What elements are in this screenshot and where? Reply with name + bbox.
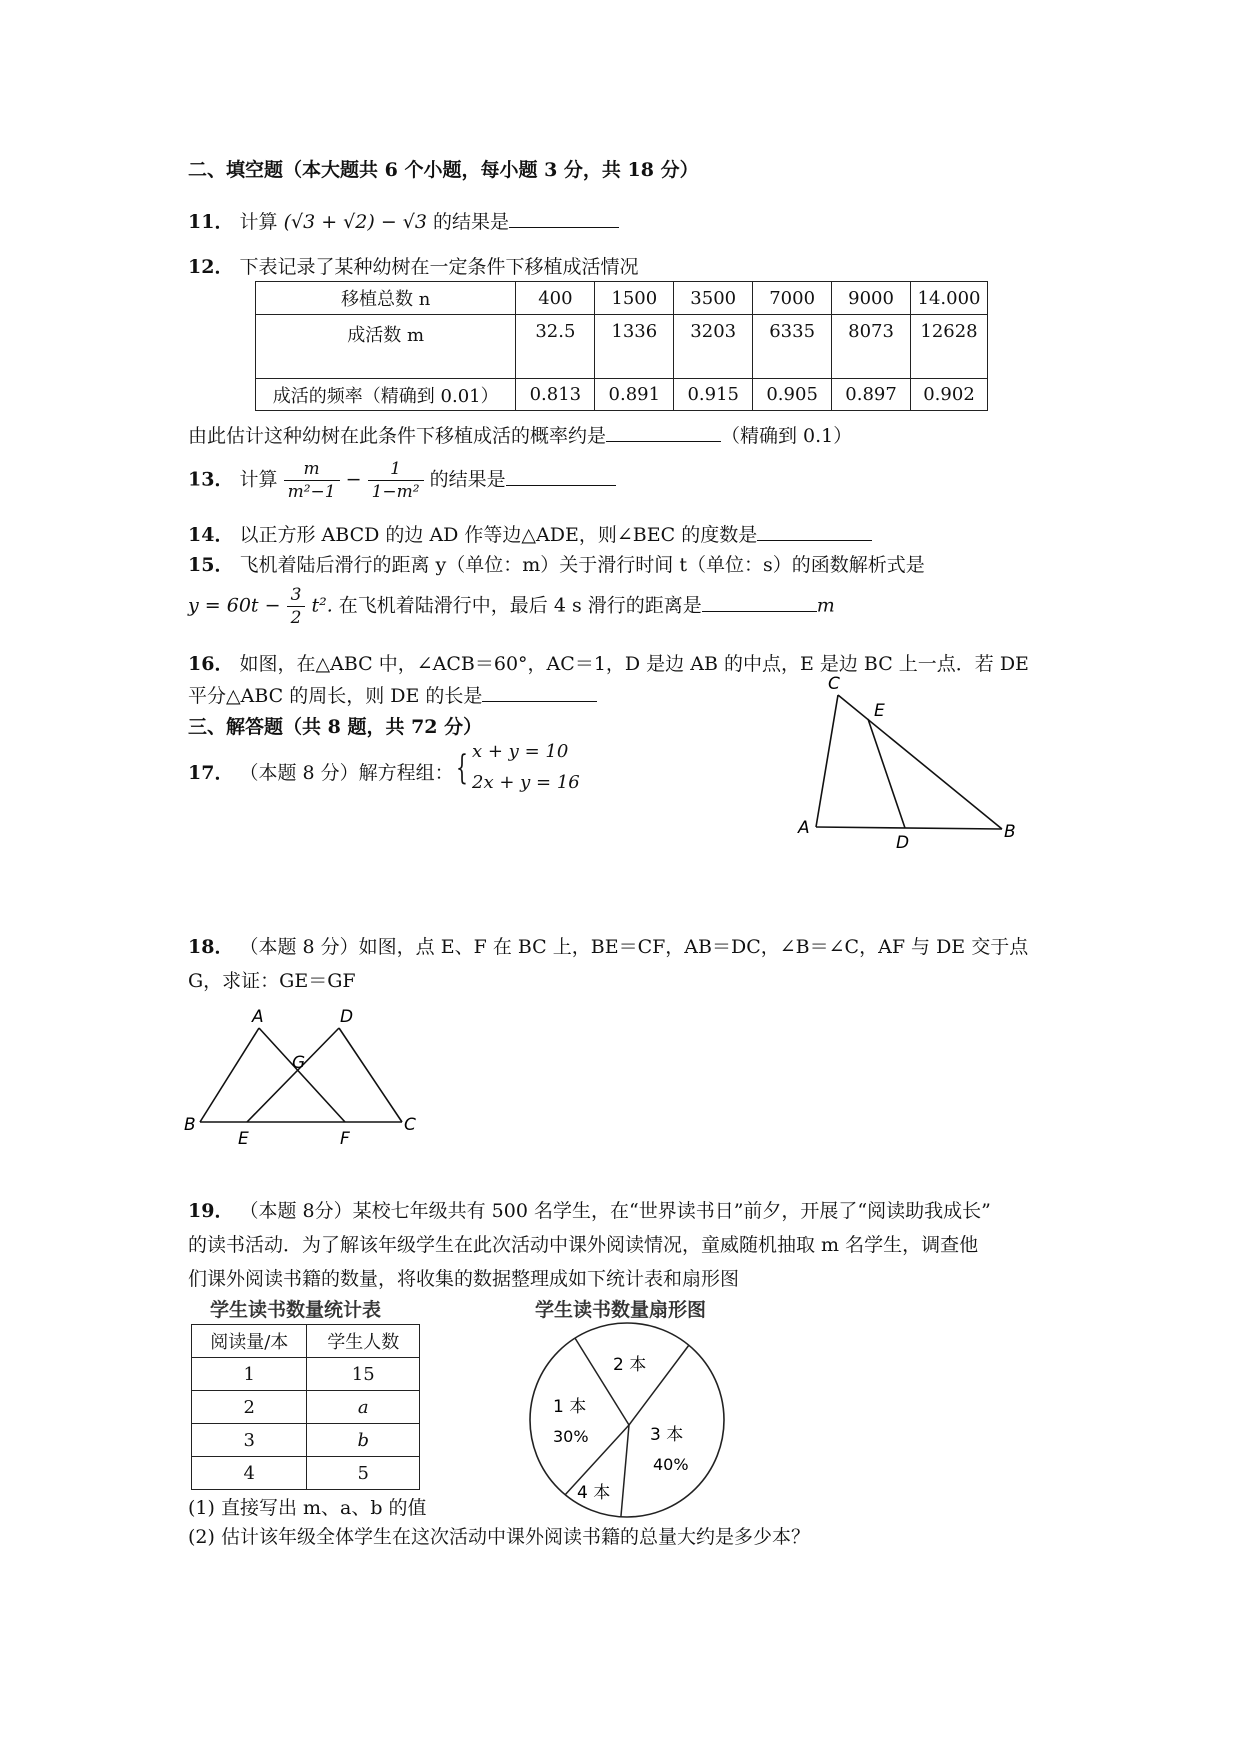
table-cell: 1500 <box>595 282 674 315</box>
answer-blank[interactable] <box>482 683 597 702</box>
segment-ab <box>816 827 1002 829</box>
table-cell: a <box>307 1391 420 1424</box>
pie-title: 学生读书数量扇形图 <box>535 1299 707 1321</box>
q18-line-1: （本题 8 分）如图，点 E、F 在 BC 上，BE＝CF，AB＝DC，∠B＝∠C，AF 与 DE 交于点 <box>239 936 1029 958</box>
table-cell: 0.891 <box>595 379 674 411</box>
numerator: m <box>284 458 340 481</box>
table-row <box>192 1358 420 1391</box>
question-number: 12 <box>188 256 215 278</box>
q12-conclusion <box>188 421 852 448</box>
table-cell: 3203 <box>674 315 753 379</box>
system-brace: { <box>456 748 468 788</box>
table-row <box>192 1457 420 1490</box>
table-row <box>256 282 988 315</box>
denominator: 1−m² <box>371 482 420 502</box>
label-b: B <box>1004 822 1016 842</box>
row-label: 成活数 m <box>256 315 516 379</box>
table-cell: 6335 <box>753 315 832 379</box>
table-cell: 12628 <box>911 315 988 379</box>
question-15: 15． 飞机着陆后滑行的距离 y（单位：m）关于滑行时间 t（单位：s）的函数解析式是 <box>188 554 925 576</box>
answer-blank[interactable] <box>509 209 619 228</box>
answer-blank[interactable] <box>757 522 872 541</box>
table-row <box>256 379 988 411</box>
label-d: D <box>896 833 910 853</box>
question-number: 14 <box>188 524 215 546</box>
equation-1: x + y = 10 <box>472 741 569 762</box>
slice-label-2: 2 本 <box>613 1355 647 1375</box>
q19-subquestion-2: (2) 估计该年级全体学生在这次活动中课外阅读书籍的总量大约是多少本？ <box>188 1526 810 1548</box>
segment-ed <box>247 1028 339 1122</box>
q19-subquestion-1: (1) 直接写出 m、a、b 的值 <box>188 1497 427 1519</box>
table-cell: 5 <box>307 1457 420 1490</box>
question-number: 17 <box>188 762 215 784</box>
table-cell: 1 <box>192 1358 307 1391</box>
table-cell: 0.902 <box>911 379 988 411</box>
two-triangles-figure <box>180 1000 430 1150</box>
fraction <box>284 458 340 503</box>
question-number: 19 <box>188 1200 215 1222</box>
table-row <box>192 1424 420 1457</box>
table-cell: 3500 <box>674 282 753 315</box>
label-c: C <box>404 1115 416 1135</box>
column-header: 学生人数 <box>307 1325 420 1358</box>
table-cell: 4 <box>192 1457 307 1490</box>
label-d: D <box>340 1007 354 1027</box>
q12-precision-note: （精确到 0.1） <box>721 425 853 447</box>
table-title: 学生读书数量统计表 <box>210 1299 382 1321</box>
slice-label-3: 3 本 <box>650 1425 684 1445</box>
section-3-header: 三、解答题（共 8 题，共 72 分） <box>188 716 483 738</box>
label-f: F <box>340 1129 350 1149</box>
question-12: 12． 下表记录了某种幼树在一定条件下移植成活情况 <box>188 256 639 278</box>
section-2-header: 二、填空题（本大题共 6 个小题，每小题 3 分，共 18 分） <box>188 159 699 181</box>
table-cell: 8073 <box>832 315 911 379</box>
question-17: 17． （本题 8 分）解方程组： <box>188 762 454 784</box>
slice-percent-1: 30% <box>553 1427 589 1446</box>
table-row <box>192 1391 420 1424</box>
question-16: 16． 如图，在△ABC 中，∠ACB＝60°，AC＝1，D 是边 AB 的中点，E 是边 BC 上一点．若 DE <box>188 653 1029 675</box>
q14-text: 以正方形 ABCD 的边 AD 作等边△ADE，则∠BEC 的度数是 <box>239 524 758 546</box>
denominator: 2 <box>290 608 302 628</box>
slice-label-1: 1 本 <box>553 1397 587 1417</box>
pie-slice-divider <box>621 1425 629 1517</box>
q16-line-2: 平分△ABC 的周长，则 DE 的长是 <box>188 685 483 707</box>
unit: m <box>816 594 835 617</box>
table-cell: 15 <box>307 1358 420 1391</box>
table-cell: 1336 <box>595 315 674 379</box>
formula-prefix: y = 60t − <box>188 594 281 617</box>
table-cell: 2 <box>192 1391 307 1424</box>
reading-pie-chart <box>525 1320 735 1520</box>
pie-outline <box>530 1323 724 1517</box>
table-cell: 32.5 <box>516 315 595 379</box>
answer-blank[interactable] <box>606 423 721 442</box>
q11-suffix: 的结果是 <box>433 211 510 233</box>
table-cell: 0.915 <box>674 379 753 411</box>
table-cell: 7000 <box>753 282 832 315</box>
q19-line-3: 们课外阅读书籍的数量，将收集的数据整理成如下统计表和扇形图 <box>188 1268 740 1290</box>
formula-suffix: t². <box>311 594 333 617</box>
q17-text: （本题 8 分）解方程组： <box>239 762 454 784</box>
q18-line-2: G，求证：GE＝GF <box>188 970 356 992</box>
table-row <box>256 315 988 379</box>
answer-blank[interactable] <box>506 467 616 486</box>
transplant-table <box>255 281 988 411</box>
minus-sign: − <box>345 468 362 491</box>
q15-text: 飞机着陆后滑行的距离 y（单位：m）关于滑行时间 t（单位：s）的函数解析式是 <box>239 554 925 576</box>
q11-expression: (√3 + √2) − √3 <box>283 211 427 233</box>
q15-continuation: 在飞机着陆滑行中，最后 4 s 滑行的距离是 <box>338 594 702 617</box>
q11-prefix: 计算 <box>239 211 278 233</box>
question-18: 18． （本题 8 分）如图，点 E、F 在 BC 上，BE＝CF，AB＝DC，∠B＝∠C，AF 与 DE 交于点 <box>188 936 1029 958</box>
label-b: B <box>184 1115 196 1135</box>
label-a: A <box>798 818 810 838</box>
table-cell: 14.000 <box>911 282 988 315</box>
table-cell: b <box>307 1424 420 1457</box>
question-number: 11 <box>188 211 215 233</box>
question-number: 13 <box>188 468 215 491</box>
numerator: 1 <box>368 458 424 481</box>
q13-suffix: 的结果是 <box>429 468 506 491</box>
label-e: E <box>238 1129 249 1149</box>
question-number: 18 <box>188 936 215 958</box>
question-19: 19． （本题 8分）某校七年级共有 500 名学生，在“世界读书日”前夕，开展了“阅读助我成长” <box>188 1200 991 1222</box>
q12-conclusion-text: 由此估计这种幼树在此条件下移植成活的概率约是 <box>188 425 607 447</box>
q12-text: 下表记录了某种幼树在一定条件下移植成活情况 <box>239 256 639 278</box>
row-label: 成活的频率（精确到 0.01） <box>256 379 516 411</box>
label-a: A <box>252 1007 264 1027</box>
table-cell: 3 <box>192 1424 307 1457</box>
question-11: 11． 计算 (√3 + √2) − √3 的结果是 <box>188 207 619 234</box>
question-14: 14． 以正方形 ABCD 的边 AD 作等边△ADE，则∠BEC 的度数是 <box>188 520 872 547</box>
segment-ba <box>200 1028 259 1122</box>
q19-line-1: （本题 8分）某校七年级共有 500 名学生，在“世界读书日”前夕，开展了“阅读助我成长” <box>239 1200 991 1222</box>
triangle-abc-figure <box>790 670 1030 855</box>
column-header: 阅读量/本 <box>192 1325 307 1358</box>
denominator: m²−1 <box>287 482 336 502</box>
table-header-row <box>192 1325 420 1358</box>
answer-blank[interactable] <box>702 593 817 612</box>
question-13: 13． 计算 $\frac{m}{\text{m²−1}}$ − $\frac{1}{\text{1−m²}}$ 的结果是 <box>188 458 616 503</box>
slice-percent-3: 40% <box>653 1455 689 1474</box>
table-cell: 9000 <box>832 282 911 315</box>
row-label: 移植总数 n <box>256 282 516 315</box>
q16-line-2-wrap <box>188 681 597 708</box>
label-e: E <box>874 701 885 721</box>
question-number: 15 <box>188 554 215 576</box>
table-cell: 400 <box>516 282 595 315</box>
table-cell: 0.813 <box>516 379 595 411</box>
q13-prefix: 计算 <box>239 468 278 491</box>
table-cell: 0.905 <box>753 379 832 411</box>
numerator: 3 <box>287 584 306 607</box>
q16-line-1: 如图，在△ABC 中，∠ACB＝60°，AC＝1，D 是边 AB 的中点，E 是边 BC 上一点．若 DE <box>239 653 1029 675</box>
slice-label-4: 4 本 <box>577 1483 611 1503</box>
table-cell: 0.897 <box>832 379 911 411</box>
segment-cb <box>838 695 1002 829</box>
fraction <box>287 584 306 629</box>
label-g: G <box>292 1053 306 1073</box>
segment-af <box>259 1028 345 1122</box>
reading-stats-table <box>191 1324 420 1490</box>
fraction <box>368 458 424 503</box>
label-c: C <box>828 674 840 694</box>
q15-formula-line <box>188 584 835 629</box>
segment-dc <box>339 1028 402 1122</box>
segment-ca <box>816 695 838 827</box>
q19-line-2: 的读书活动．为了解该年级学生在此次活动中课外阅读情况，童威随机抽取 m 名学生，调查他 <box>188 1234 979 1256</box>
question-number: 16 <box>188 653 215 675</box>
equation-2: 2x + y = 16 <box>472 772 580 793</box>
